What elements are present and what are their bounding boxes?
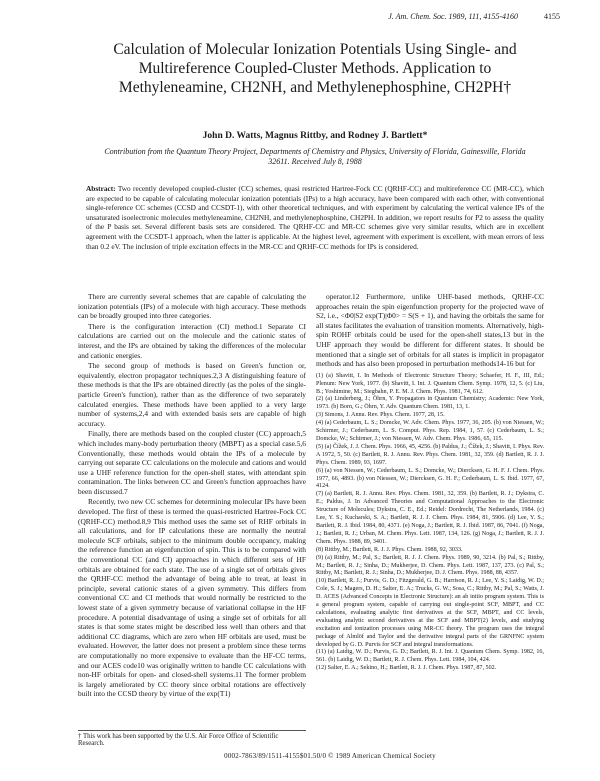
article-title: Calculation of Molecular Ionization Potentials Using Single- and Multireference Coupled-Cluster Methods. Application to Methyleneamine, CH2NH, and Methylenephosphine, CH2PH† bbox=[113, 41, 517, 96]
reference-item: (12) Salter, E. A.; Sekino, H.; Bartlett, R. J. J. Chem. Phys. 1987, 87, 502. bbox=[316, 665, 497, 672]
reference-item: (6) (a) von Niessen, W.; Cederbaum, L. S.; Domcke, W.; Diercksen, G. H. F. J. Chem. Phys. 1977, 66, 4893. (b) von Niessen, W.; Diercksen, G. H. F.; Cederbaum, L. S. Ibid. 1977, 67, 4124. bbox=[316, 467, 544, 490]
affiliation: Contribution from the Quantum Theory Project, Departments of Chemistry and Physics, University of Florida, Gainesville, Florida 32611. Received July 8, 1988 bbox=[104, 147, 526, 166]
page-number: 4155 bbox=[544, 12, 560, 21]
author-list: John D. Watts, Magnus Rittby, and Rodney J. Bartlett* bbox=[202, 131, 428, 141]
paragraph: The second group of methods is based on Green's function or, equivalently, electron propagator techniques.2,3 A distinguishing feature of these methods is that the IPs are obtained directly (as the poles of the single-particle Green's function), rather than as the difference of two separately calculated energies. These methods have been applied to a very large number of systems,2,4 and with extended basis sets are capable of high accuracy. bbox=[78, 361, 306, 428]
reference-item: (7) (a) Bartlett, R. J. Annu. Rev. Phys. Chem. 1981, 32, 359. (b) Bartlett, R. J.; Dykstra, C. E.; Paldus, J. In Advanced Theories and Computational Approaches to the Electronic Structure of Molecules; Dykstra, C. E., Ed.; Reidel: Dordrecht, The Netherlands, 1984. (c) Lee, Y. S.; Kucharski, S. A.; Bartlett, R. J. J. Chem. Phys. 1984, 81, 5906. (d) Lee, Y. S.; Bartlett, R. J. Ibid. 1984, 80, 4371. (e) Noga, J.; Bartlett, R. J. Ibid. 1987, 86, 7041. (f) Noga, J.; Bartlett, R. J.; Urban, M. Chem. Phys. Lett. 1987, 134, 126. (g) Noga, J.; Bartlett, R. J. J. Chem. Phys. 1988, 89, 3401. bbox=[316, 491, 544, 545]
running-head bbox=[60, 12, 560, 21]
paragraph: Finally, there are methods based on the coupled cluster (CC) approach,5 which includes many-body perturbation theory (MBPT) as a special case.5,6 Conventionally, these methods would obtain the IPs of a molecule by carrying out separate CC calculations on the molecule and cations and would use a UHF reference function for the open-shell states, with attendant spin contamination. The links between CC and Green's function approaches have been discussed.7 bbox=[78, 429, 307, 496]
paragraph: There is the configuration interaction (CI) method.1 Separate CI calculations are carried out on the molecule and the cationic states of interest, and the IPs are obtained by taking the differences of the molecular and cationic energies. bbox=[78, 321, 306, 360]
reference-item: (1) (a) Shavitt, I. In Methods of Electronic Structure Theory; Schaefer, H. F., III, Ed.; Plenum: New York, 1977. (b) Shavitt, I. Int. J. Quantum Chem. Symp. 1978, 12, 5. (c) Liu, B.; Yoshimine, M.; Siegbahn, P. E. M. J. Chem. Phys. 1981, 74, 612. bbox=[316, 372, 544, 395]
reference-item: (8) Rittby, M.; Bartlett, R. J. J. Phys. Chem. 1988, 92, 3033. bbox=[316, 546, 463, 553]
reference-item: (9) (a) Rittby, M.; Pal, S.; Bartlett, R. J. J. Chem. Phys. 1989, 90, 3214. (b) Pal, S.; Rittby, M.; Bartlett, R. J.; Sinha, D.; Mukherjee, D. Chem. Phys. Lett. 1987, 137, 273. (c) Pal, S.; Rittby, M.; Bartlett, R. J.; Sinha, D.; Mukherjee, D. J. Chem. Phys. 1988, 88, 4357. bbox=[316, 554, 544, 577]
reference-item: (3) Simons, J. Annu. Rev. Phys. Chem. 1977, 28, 15. bbox=[316, 412, 445, 419]
reference-item: (4) (a) Cederbaum, L. S.; Domcke, W. Adv. Chem. Phys. 1977, 36, 205. (b) von Niessen, W.; Schirmer, J.; Cederbaum, L. S. Comput. Phys. Rep. 1984, 1, 57. (c) Cederbaum, L. S.; Domcke, W.; Schirmer, J.; von Niessen, W. Adv. Chem. Phys. 1986, 65, 115. bbox=[316, 420, 544, 442]
reference-item: (11) (a) Laidig, W. D.; Purvis, G. D.; Bartlett, R. J. Int. J. Quantum Chem. Symp. 1982, 16, 561. (b) Laidig, W. D.; Bartlett, R. J. Chem. Phys. Lett. 1984, 104, 424. bbox=[316, 649, 544, 664]
abstract bbox=[86, 184, 544, 251]
paragraph: Recently, two new CC schemes for determining molecular IPs have been developed. The first of these is termed the quasi-restricted Hartree-Fock CC (QRHF-CC) method.8,9 This method uses the same set of RHF orbitals in all calculations, and for IP calculations these are normally the neutral molecule SCF orbitals, subject to the minimum double occupancy, making the reference function an eigenfunction of spin. This is to be compared with the conventional CC (and CI) approaches in which different sets of HF orbitals are obtained for each state. The use of a single set of orbitals gives the QRHF-CC method the advantage of being able to treat, at least in principle, several cationic states of a given symmetry. This differs from conventional CC and CI methods that would normally be restricted to the lowest state of a given symmetry because of variational collapse in the HF procedure. A potential disadvantage of using a single set of orbitals for all states is that some states might be described less well than others and that additional CC diagrams, which are zero when HF orbitals are used, must be evaluated. However, the latter does not present a problem since these terms are computationally no more expensive to evaluate than the HF-CC terms, and our ACES code10 was originally written to handle CC calculations with non-HF orbitals for open- and closed-shell systems.11 The former problem is largely ameliorated by CC theory since orbital rotations are effectively built into the CCSD theory by virtue of the exp(T1) bbox=[78, 497, 306, 699]
paragraph: operator.12 Furthermore, unlike UHF-based methods, QRHF-CC approaches retain the spin eigenfunction property for the projected wave of S2, i.e., <Φ0|S2 exp(T)|Φ0> = S(S + 1), and having the orbitals the same for all states facilitates the evaluation of transition moments. Alternatively, high-spin ROHF orbitals could be used for the open-shell states,13 but in the UHF approach they would be different for different states. It should be mentioned that a single set of orbitals for all states is implicit in propagator methods and has also been proposed in perturbation methods14-16 but for bbox=[316, 292, 544, 369]
reference-item: (2) (a) Linderberg, J.; Öhrn, Y. Propagators in Quantum Chemistry; Academic: New York, 1973. (b) Born, G.; Öhrn, Y. Adv. Quantum Chem. 1981, 13, 1. bbox=[316, 396, 544, 411]
footnote: † This work has been supported by the U.S. Air Force Office of Scientific Research. bbox=[78, 730, 306, 747]
copyright-line: 0002-7863/89/1511-4155$01.50/0 © 1989 American Chemical Society bbox=[224, 752, 436, 760]
abstract-text: Two recently developed coupled-cluster (CC) schemes, quasi restricted Hartree-Fock CC (QRHF-CC) and multireference CC (MR-CC), which are expected to be capable of calculating molecular ionization potentials (IPs) to a high accuracy, have been compared with each other, with conventional single-reference CC schemes (CCSD and CCSDT-1), with other theoretical techniques, and with experiment by calculating the vertical valence IPs of the unsaturated isoelectronic molecules methyleneamine, CH2NH, and methylenephosphine, CH2PH. In addition, we report results for P2 to assess the quality of the P basis set. Several different basis sets are considered. The QRHF-CC and MR-CC schemes give very similar results, which are in excellent agreement with the CCSDT-1 approach, when the latter is applicable. At the highest level, agreement with experiment is excellent, with mean errors of less than 0.2 eV. The inclusion of triple excitation effects in the MR-CC and QRHF-CC methods for IPs is considered. bbox=[86, 184, 544, 251]
reference-item: (10) Bartlett, R. J.; Purvis, G. D.; Fitzgerald, G. B.; Harrison, R. J.; Lee, Y. S.; Laidig, W. D.; Cole, S. J.; Magers, D. H.; Salter, E. A.; Trucks, G. W.; Sosa, C.; Rittby, M.; Pal, S.; Watts, J. D. ACES (Advanced Concepts in Electronic Structure): an ab initio program system. This is a general program system, capable of carrying out single-point SCF, MBPT, and CC calculations, evaluating analytic first derivatives at the SCF, MBPT, and CC levels, evaluating analytic second derivatives at the SCF and MBPT(2) levels, and studying excitation and ionization processes using MR-CC theory. The program uses the integral package of Almlöf and Taylor and the derivative integral parts of the GRNFNC system developed by G. D. Purvis for SCF and integral transformations. bbox=[316, 578, 544, 648]
right-column bbox=[316, 292, 544, 673]
left-column bbox=[78, 292, 306, 700]
journal-citation: J. Am. Chem. Soc. 1989, 111, 4155-4160 bbox=[388, 12, 518, 21]
paragraph: There are currently several schemes that are capable of calculating the ionization potentials (IPs) of a molecule with high accuracy. These methods can be broadly grouped into three categories. bbox=[78, 292, 306, 321]
reference-list bbox=[316, 373, 544, 673]
reference-item: (5) (a) Čížek, J. J. Chem. Phys. 1966, 45, 4256. (b) Paldus, J.; Čížek, J.; Shavitt, I. Phys. Rev. A 1972, 5, 50. (c) Bartlett, R. J. Annu. Rev. Phys. Chem. 1981, 32, 359. (d) Bartlett, R. J. J. Phys. Chem. 1989, 93, 1697. bbox=[316, 443, 544, 466]
abstract-label: Abstract: bbox=[86, 184, 116, 193]
